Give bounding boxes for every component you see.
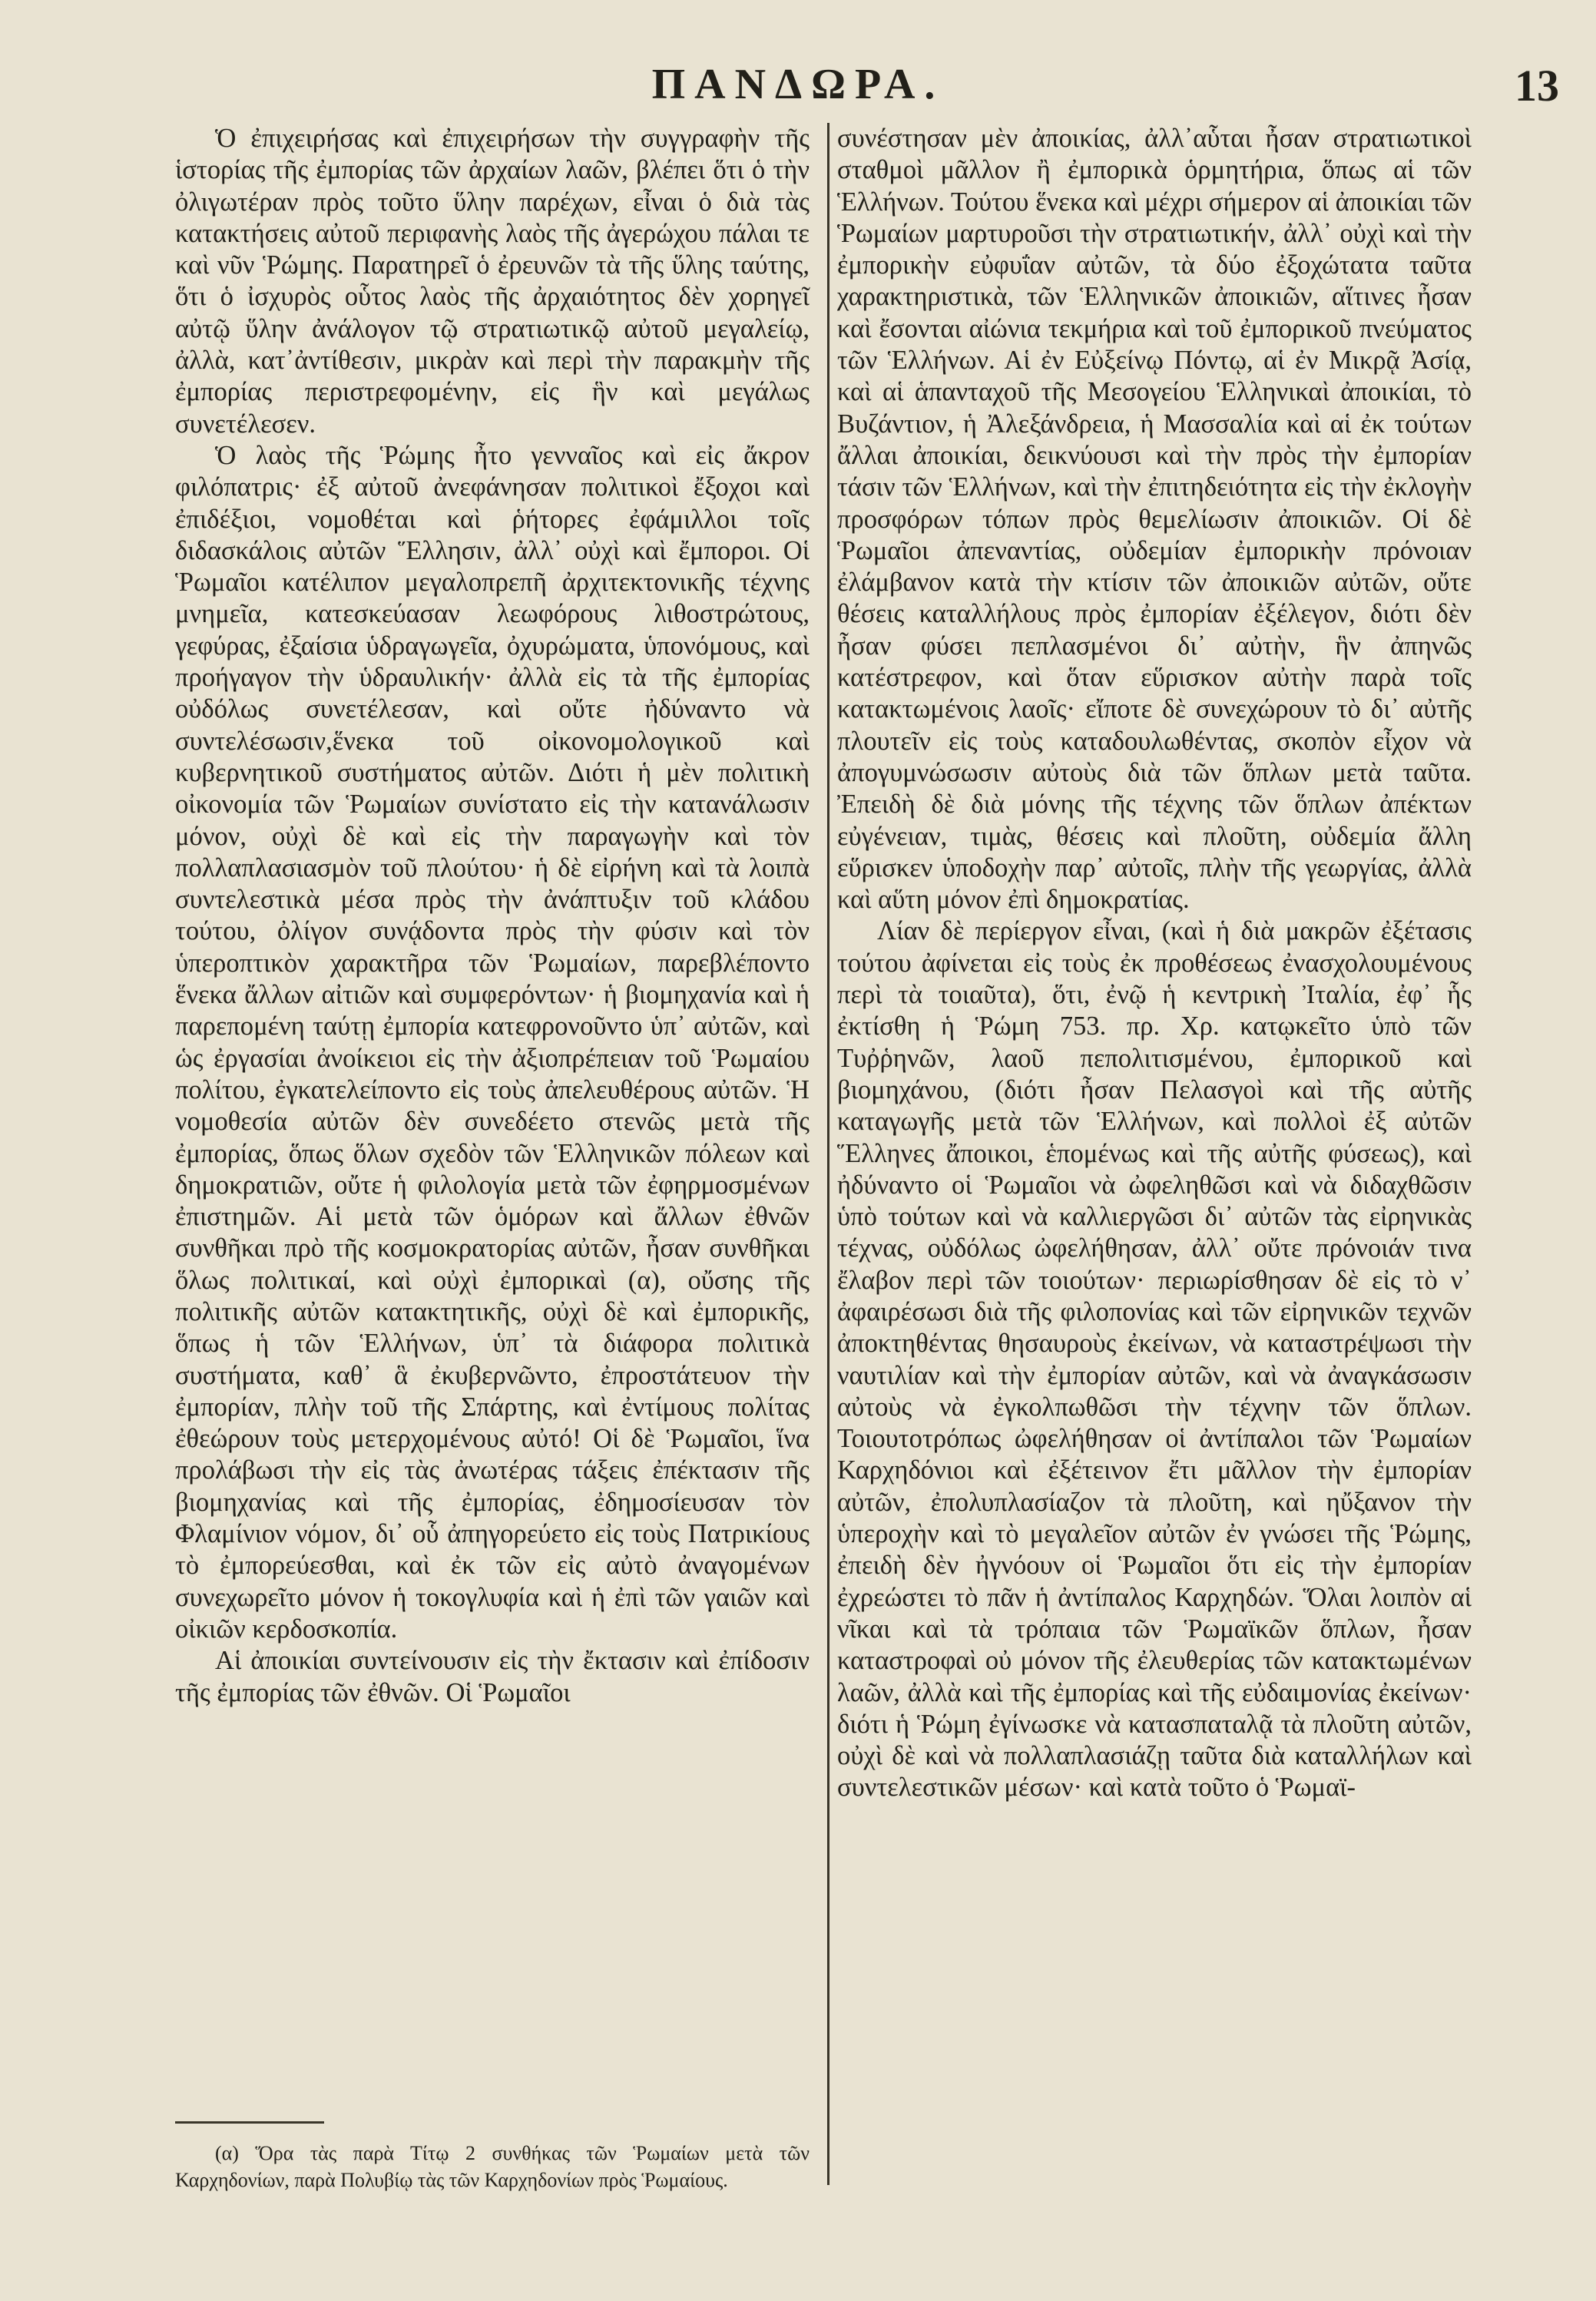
paragraph: Λίαν δὲ περίεργον εἶναι, (καὶ ἡ διὰ μακρῶν ἐξέτασις τούτου ἀφίνεται εἰς τοὺς ἐκ προθέσεως ἐνασχολουμένους περὶ τὰ τοιαῦτα), ὅτι, ἐνῷ ἡ κεντρικὴ Ἰταλία, ἐφ᾽ ἧς ἐκτίσθη ἡ Ῥώμη 753. πρ. Χρ. κατῳκεῖτο ὑπὸ τῶν Τυῤῥηνῶν, λαοῦ πεπολιτισμένου, ἐμπορικοῦ καὶ βιομηχάνου, (διότι ἦσαν Πελασγοὶ καὶ τῆς αὐτῆς καταγωγῆς μετὰ τῶν Ἑλλήνων, καὶ πολλοὶ ἐξ αὐτῶν Ἕλληνες ἄποικοι, ἑπομένως καὶ τῆς αὐτῆς φύσεως), καὶ ἠδύναντο οἱ Ῥωμαῖοι νὰ ὠφεληθῶσι καὶ νὰ διδαχθῶσιν ὑπὸ τούτων καὶ νὰ καλλιεργῶσι δι᾽ αὐτῶν τὰς εἰρηνικὰς τέχνας, οὐδόλως ὠφελήθησαν, ἀλλ᾽ οὔτε πρόνοιάν τινα ἔλαβον περὶ τῶν τοιούτων· περιωρίσθησαν δὲ εἰς τὸ ν᾽ ἀφαιρέσωσι διὰ τῆς φιλοπονίας καὶ τῶν εἰρηνικῶν τεχνῶν ἀποκτηθέντας θησαυροὺς ἐκείνων, νὰ καταστρέψωσι τὴν ναυτιλίαν καὶ τὴν ἐμπορίαν αὐτῶν, καὶ νὰ ἀναγκάσωσιν αὐτοὺς νὰ ἐγκολπωθῶσι τὴν τέχνην τῶν ὅπλων. Τοιουτοτρόπως ὠφελήθησαν οἱ ἀντίπαλοι τῶν Ῥωμαίων Καρχηδόνιοι καὶ ἐξέτεινον ἔτι μᾶλλον τὴν ἐμπορίαν αὐτῶν, ἐπολυπλασίαζον τὰ πλοῦτη, καὶ ηὔξανον τὴν ὑπεροχὴν καὶ τὸ μεγαλεῖον αὐτῶν ἐν γνώσει τῆς Ῥώμης, ἐπειδὴ δὲν ἠγνόουν οἱ Ῥωμαῖοι ὅτι εἰς τὴν ἐμπορίαν ἐχρεώστει τὸ πᾶν ἡ ἀντίπαλος Καρχηδών. Ὅλαι λοιπὸν αἱ νῖκαι καὶ τὰ τρόπαια τῶν Ῥωμαϊκῶν ὅπλων, ἦσαν καταστροφαὶ οὐ μόνον τῆς ἐλευθερίας τῶν κατακτωμένων λαῶν, ἀλλὰ καὶ τῆς ἐμπορίας καὶ τῆς εὐδαιμονίας ἐκείνων· διότι ἡ Ῥώμη ἐγίνωσκε νὰ κατασπαταλᾷ τὰ πλοῦτη αὐτῶν, οὐχὶ δὲ καὶ νὰ πολλαπλασιάζῃ ταῦτα διὰ καταλλήλων καὶ συντελεστικῶν μέσων· καὶ κατὰ τοῦτο ὁ Ῥωμαϊ- — [837, 916, 1472, 1803]
footnote-divider — [175, 2121, 324, 2124]
paragraph: Ὁ ἐπιχειρήσας καὶ ἐπιχειρήσων τὴν συγγραφὴν τῆς ἱστορίας τῆς ἐμπορίας τῶν ἀρχαίων λαῶν, βλέπει ὅτι ὁ τὴν ὀλιγωτέραν πρὸς τοῦτο ὕλην παρέχων, εἶναι ὁ διὰ τὰς κατακτήσεις αὐτοῦ περιφανὴς λαὸς τῆς ἀγερώχου πάλαι τε καὶ νῦν Ῥώμης. Παρατηρεῖ ὁ ἐρευνῶν τὰ τῆς ὕλης ταύτης, ὅτι ὁ ἰσχυρὸς οὗτος λαὸς τῆς ἀρχαιότητος δὲν χορηγεῖ αὐτῷ ὕλην ἀνάλογον τῷ στρατιωτικῷ αὐτοῦ μεγαλείῳ, ἀλλὰ, κατ᾽ἀντίθεσιν, μικρὰν καὶ περὶ τὴν παρακμὴν τῆς ἐμπορίας περιστρεφομένην, εἰς ἣν καὶ μεγάλως συνετέλεσεν. — [175, 124, 810, 439]
footnotes — [175, 2140, 810, 2193]
right-column — [837, 123, 1472, 1804]
left-column — [175, 123, 810, 1709]
page-header — [0, 60, 1596, 121]
footnote: (α) Ὅρα τὰς παρὰ Τίτῳ 2 συνθήκας τῶν Ῥωμαίων μετὰ τῶν Καρχηδονίων, παρὰ Πολυβίῳ τὰς τῶν Καρχηδονίων πρὸς Ῥωμαίους. — [175, 2142, 810, 2191]
paragraph: Ὁ λαὸς τῆς Ῥώμης ἦτο γενναῖος καὶ εἰς ἄκρον φιλόπατρις· ἐξ αὐτοῦ ἀνεφάνησαν πολιτικοὶ ἔξοχοι καὶ ἐπιδέξιοι, νομοθέται καὶ ῥήτορες ἐφάμιλλοι τοῖς διδασκάλοις αὐτῶν Ἕλλησιν, ἀλλ᾽ οὐχὶ καὶ ἔμποροι. Οἱ Ῥωμαῖοι κατέλιπον μεγαλοπρεπῆ ἀρχιτεκτονικῆς τέχνης μνημεῖα, κατεσκεύασαν λεωφόρους λιθοστρώτους, γεφύρας, ἐξαίσια ὑδραγωγεῖα, ὀχυρώματα, ὑπονόμους, καὶ προήγαγον τὴν ὑδραυλικήν· ἀλλὰ εἰς τὰ τῆς ἐμπορίας οὐδόλως συνετέλεσαν, καὶ οὔτε ἠδύναντο νὰ συντελέσωσιν,ἕνεκα τοῦ οἰκονομολογικοῦ καὶ κυβερνητικοῦ συστήματος αὐτῶν. Διότι ἡ μὲν πολιτικὴ οἰκονομία τῶν Ῥωμαίων συνίστατο εἰς τὴν κατανάλωσιν μόνον, οὐχὶ δὲ καὶ εἰς τὴν παραγωγὴν καὶ τὸν πολλαπλασιασμὸν τοῦ πλούτου· ἡ δὲ εἰρήνη καὶ τὰ λοιπὰ συντελεστικὰ μέσα πρὸς τὴν ἀνάπτυξιν τοῦ κλάδου τούτου, ὀλίγον συνᾴδοντα πρὸς τὴν φύσιν καὶ τὸν ὑπεροπτικὸν χαρακτῆρα τῶν Ῥωμαίων, παρεβλέποντο ἕνεκα ἄλλων αἰτιῶν καὶ συμφερόντων· ἡ βιομηχανία καὶ ἡ παρεπομένη ταύτῃ ἐμπορία κατεφρονοῦντο ὑπ᾽ αὐτῶν, καὶ ὡς ἐργασίαι ἀνοίκειοι εἰς τὴν ἀξιοπρέπειαν τοῦ Ῥωμαίου πολίτου, ἐγκατελείποντο εἰς τοὺς ἀπελευθέρους αὐτῶν. Ἡ νομοθεσία αὐτῶν δὲν συνεδέετο στενῶς μετὰ τῆς ἐμπορίας, ὅπως ὅλων σχεδὸν τῶν Ἑλληνικῶν πόλεων καὶ δημοκρατιῶν, οὔτε ἡ φιλολογία μετὰ τῶν ἐφηρμοσμένων ἐπιστημῶν. Αἱ μετὰ τῶν ὁμόρων καὶ ἄλλων ἐθνῶν συνθῆκαι πρὸ τῆς κοσμοκρατορίας αὐτῶν, ἦσαν συνθῆκαι ὅλως πολιτικαί, καὶ οὐχὶ ἐμπορικαὶ (α), οὔσης τῆς πολιτικῆς αὐτῶν κατακτητικῆς, οὐχὶ δὲ καὶ ἐμπορικῆς, ὅπως ἡ τῶν Ἑλλήνων, ὑπ᾽ τὰ διάφορα πολιτικὰ συστήματα, καθ᾽ ἃ ἐκυβερνῶντο, ἐπροστάτευον τὴν ἐμπορίαν, πλὴν τοῦ τῆς Σπάρτης, καὶ ἐντίμους πολίτας ἐθεώρουν τοὺς μετερχομένους αὐτό! Οἱ δὲ Ῥωμαῖοι, ἵνα προλάβωσι τὴν εἰς τὰς ἀνωτέρας τάξεις ἐπέκτασιν τῆς βιομηχανίας καὶ τῆς ἐμπορίας, ἐδημοσίευσαν τὸν Φλαμίνιον νόμον, δι᾽ οὗ ἀπηγορεύετο εἰς τοὺς Πατρικίους τὸ ἐμπορεύεσθαι, καὶ ἐκ τῶν εἰς αὐτὸ ἀναγομένων συνεχωρεῖτο μόνον ἡ τοκογλυφία καὶ ἡ ἐπὶ τῶν γαιῶν καὶ οἰκιῶν κερδοσκοπία. — [175, 440, 810, 1644]
paragraph: συνέστησαν μὲν ἀποικίας, ἀλλ᾽αὗται ἦσαν στρατιωτικοὶ σταθμοὶ μᾶλλον ἢ ἐμπορικὰ ὁρμητήρια, ὅπως αἱ τῶν Ἑλλήνων. Τούτου ἕνεκα καὶ μέχρι σήμερον αἱ ἀποικίαι τῶν Ῥωμαίων μαρτυροῦσι τὴν στρατιωτικήν, ἀλλ᾽ οὐχὶ καὶ τὴν ἐμπορικὴν εὐφυΐαν αὐτῶν, τὰ δύο ἐξοχώτατα ταῦτα χαρακτηριστικὰ, τῶν Ἑλληνικῶν ἀποικιῶν, αἵτινες ἦσαν καὶ ἔσονται αἰώνια τεκμήρια καὶ τοῦ ἐμπορικοῦ πνεύματος τῶν Ἑλλήνων. Αἱ ἐν Εὐξείνῳ Πόντῳ, αἱ ἐν Μικρᾷ Ἀσίᾳ, καὶ αἱ ἁπανταχοῦ τῆς Μεσογείου Ἑλληνικαὶ ἀποικίαι, τὸ Βυζάντιον, ἡ Ἀλεξάνδρεια, ἡ Μασσαλία καὶ αἱ ἐκ τούτων ἄλλαι ἀποικίαι, δεικνύουσι καὶ τὴν πρὸς τὴν ἐμπορίαν τάσιν τῶν Ἑλλήνων, καὶ τὴν ἐπιτηδειότητα εἰς τὴν ἐκλογὴν προσφόρων τόπων πρὸς θεμελίωσιν ἀποικιῶν. Οἱ δὲ Ῥωμαῖοι ἀπεναντίας, οὐδεμίαν ἐμπορικὴν πρόνοιαν ἐλάμβανον κατὰ τὴν κτίσιν τῶν ἀποικιῶν αὐτῶν, οὔτε θέσεις καταλλήλους πρὸς ἐμπορίαν ἐξέλεγον, διότι δὲν ἦσαν φύσει πεπλασμένοι δι᾽ αὐτὴν, ἣν ἀπηνῶς κατέστρεφον, καὶ ὅταν εὕρισκον αὐτὴν παρὰ τοῖς κατακτωμένοις λαοῖς· εἴποτε δὲ συνεχώρουν τὸ δι᾽ αὐτῆς πλουτεῖν εἰς τοὺς καταδουλωθέντας, σκοπὸν εἶχον νὰ ἀπογυμνώσωσιν αὐτοὺς διὰ τῶν ὅπλων μετὰ ταῦτα. Ἐπειδὴ δὲ διὰ μόνης τῆς τέχνης τῶν ὅπλων ἀπέκτων εὐγένειαν, τιμὰς, θέσεις καὶ πλοῦτη, οὐδεμία ἄλλη εὕρισκεν ὑποδοχὴν παρ᾽ αὐτοῖς, πλὴν τῆς γεωργίας, ἀλλὰ καὶ αὕτη μόνον ἐπὶ δημοκρατίας. — [837, 124, 1472, 915]
column-divider — [827, 123, 829, 2185]
page-number: 13 — [1515, 61, 1559, 111]
running-head: ΠΑΝΔΩΡΑ. — [651, 61, 945, 108]
paragraph: Αἱ ἀποικίαι συντείνουσιν εἰς τὴν ἔκτασιν καὶ ἐπίδοσιν τῆς ἐμπορίας τῶν ἐθνῶν. Οἱ Ῥωμαῖοι — [175, 1646, 810, 1707]
